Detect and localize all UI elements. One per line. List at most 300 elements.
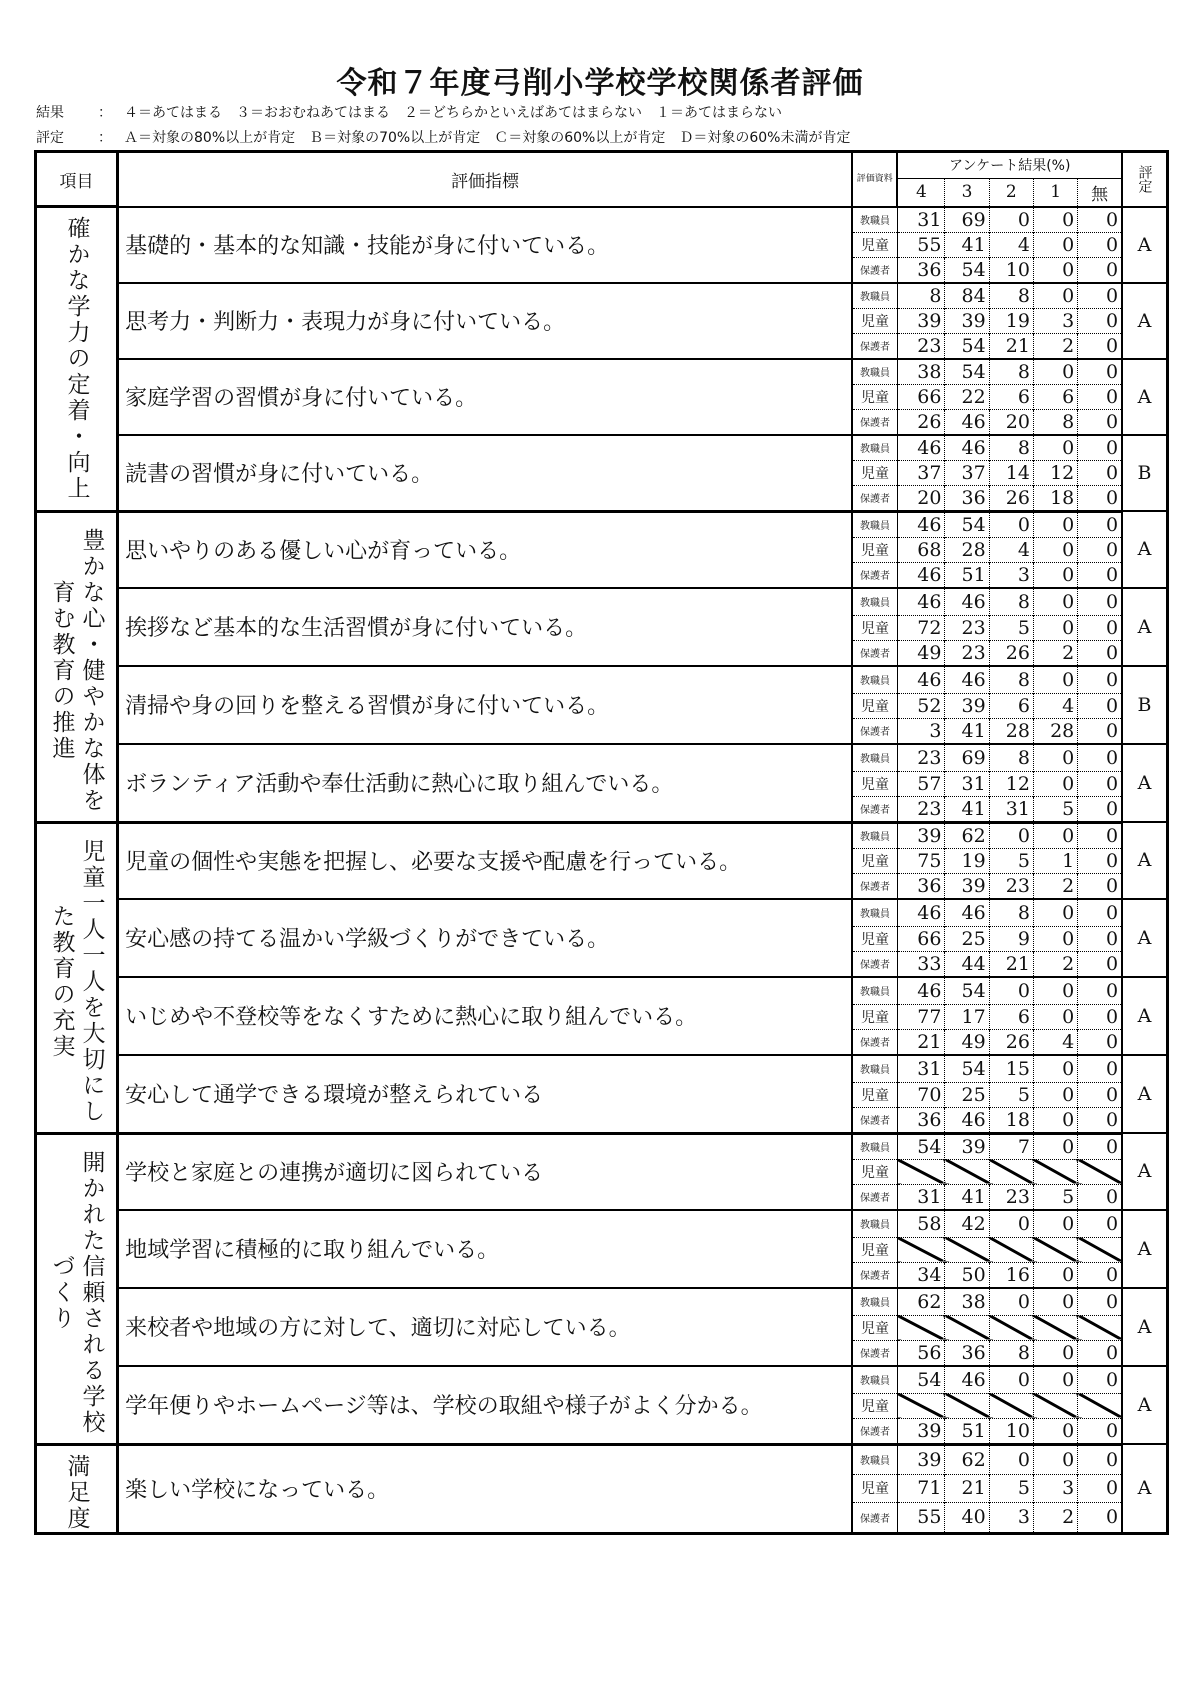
survey-value: 0 <box>1078 1004 1122 1029</box>
grade-cell: A <box>1122 1055 1167 1134</box>
survey-value: 31 <box>897 207 945 233</box>
survey-value: 0 <box>1033 1418 1077 1444</box>
survey-value: 0 <box>1078 640 1122 666</box>
survey-value: 38 <box>945 1288 989 1316</box>
grade-cell: A <box>1122 1288 1167 1366</box>
survey-value: 0 <box>1033 1004 1077 1029</box>
indicator-cell: 基礎的・基本的な知識・技能が身に付いている。 <box>118 207 852 283</box>
survey-value: 52 <box>897 693 945 718</box>
survey-value <box>989 1159 1033 1184</box>
indicator-cell: ボランティア活動や奉仕活動に熱心に取り組んでいる。 <box>118 744 852 823</box>
survey-value <box>1033 1393 1077 1418</box>
respondent-label: 児童 <box>852 1082 897 1107</box>
survey-value: 21 <box>989 333 1033 359</box>
header-grade-text: 評定 <box>1136 165 1153 194</box>
survey-value: 0 <box>1033 257 1077 283</box>
survey-value: 0 <box>1033 359 1077 385</box>
survey-value: 2 <box>1033 640 1077 666</box>
survey-value: 0 <box>1078 562 1122 588</box>
survey-value: 54 <box>945 511 989 537</box>
survey-value: 0 <box>1078 485 1122 511</box>
table-row <box>36 207 1168 233</box>
respondent-label: 保護者 <box>852 333 897 359</box>
survey-value: 21 <box>989 951 1033 977</box>
survey-value: 22 <box>945 384 989 409</box>
grade-cell: A <box>1122 744 1167 823</box>
survey-value <box>1078 1393 1122 1418</box>
survey-value: 20 <box>989 409 1033 435</box>
survey-value <box>989 1315 1033 1340</box>
survey-value: 8 <box>989 1340 1033 1366</box>
grade-cell: A <box>1122 1366 1167 1445</box>
survey-value: 5 <box>1033 796 1077 822</box>
survey-value: 51 <box>945 1418 989 1444</box>
survey-value: 72 <box>897 615 945 640</box>
survey-value <box>945 1237 989 1262</box>
survey-value: 28 <box>945 537 989 562</box>
survey-value: 0 <box>1033 771 1077 796</box>
survey-value: 41 <box>945 232 989 257</box>
survey-value: 71 <box>897 1474 945 1503</box>
header-grade <box>1122 152 1167 207</box>
survey-value: 0 <box>1078 257 1122 283</box>
respondent-label: 教職員 <box>852 1366 897 1394</box>
respondent-label: 児童 <box>852 384 897 409</box>
survey-value: 14 <box>989 460 1033 485</box>
survey-value: 0 <box>1078 435 1122 461</box>
survey-value: 31 <box>945 771 989 796</box>
survey-value <box>945 1393 989 1418</box>
survey-value <box>1033 1315 1077 1340</box>
survey-value: 23 <box>897 333 945 359</box>
respondent-label: 保護者 <box>852 409 897 435</box>
respondent-label: 児童 <box>852 1004 897 1029</box>
survey-value: 46 <box>945 409 989 435</box>
survey-value: 25 <box>945 926 989 951</box>
survey-value: 26 <box>989 485 1033 511</box>
header-col-none: 無 <box>1078 178 1122 206</box>
survey-value: 23 <box>945 615 989 640</box>
indicator-cell: 学校と家庭との連携が適切に図られている <box>118 1133 852 1210</box>
category-cell <box>36 511 118 822</box>
survey-value: 19 <box>945 848 989 873</box>
respondent-label: 児童 <box>852 308 897 333</box>
survey-value: 0 <box>1078 1029 1122 1055</box>
survey-value: 31 <box>989 796 1033 822</box>
category-name: 児童一人一人を大切にした教育の充実 <box>48 838 105 1125</box>
respondent-label: 教職員 <box>852 1444 897 1474</box>
survey-value: 0 <box>1078 666 1122 694</box>
survey-value: 0 <box>1078 615 1122 640</box>
survey-value: 23 <box>989 873 1033 899</box>
survey-value: 8 <box>1033 409 1077 435</box>
table-row <box>36 1133 1168 1159</box>
survey-value: 33 <box>897 951 945 977</box>
indicator-cell: いじめや不登校等をなくすために熱心に取り組んでいる。 <box>118 977 852 1055</box>
survey-value: 0 <box>1078 1184 1122 1210</box>
respondent-label: 教職員 <box>852 1210 897 1238</box>
survey-value <box>989 1393 1033 1418</box>
survey-value: 0 <box>1033 899 1077 927</box>
table-row <box>36 588 1168 616</box>
survey-value: 66 <box>897 384 945 409</box>
respondent-label: 保護者 <box>852 873 897 899</box>
table-row <box>36 1444 1168 1474</box>
survey-value: 4 <box>989 232 1033 257</box>
survey-value: 3 <box>1033 308 1077 333</box>
survey-value: 0 <box>1078 1210 1122 1238</box>
survey-value: 10 <box>989 1418 1033 1444</box>
respondent-label: 保護者 <box>852 1262 897 1288</box>
indicator-cell: 思考力・判断力・表現力が身に付いている。 <box>118 283 852 359</box>
survey-value: 0 <box>1078 1082 1122 1107</box>
survey-value: 0 <box>1078 926 1122 951</box>
category-cell <box>36 1444 118 1533</box>
survey-value: 41 <box>945 1184 989 1210</box>
indicator-cell: 児童の個性や実態を把握し、必要な支援や配慮を行っている。 <box>118 822 852 899</box>
survey-value: 55 <box>897 232 945 257</box>
result-legend <box>36 102 782 122</box>
survey-value: 0 <box>1078 1366 1122 1394</box>
grade-cell: B <box>1122 435 1167 512</box>
survey-value: 0 <box>1033 1444 1077 1474</box>
survey-value: 8 <box>989 283 1033 309</box>
survey-value: 0 <box>1033 207 1077 233</box>
survey-value: 0 <box>1033 1210 1077 1238</box>
respondent-label: 児童 <box>852 232 897 257</box>
table-row <box>36 283 1168 309</box>
survey-value: 39 <box>897 308 945 333</box>
survey-value: 0 <box>1033 926 1077 951</box>
survey-value: 2 <box>1033 951 1077 977</box>
respondent-label: 教職員 <box>852 588 897 616</box>
survey-value: 3 <box>989 562 1033 588</box>
table-row <box>36 435 1168 461</box>
respondent-label: 教職員 <box>852 435 897 461</box>
survey-value: 58 <box>897 1210 945 1238</box>
survey-value: 0 <box>1078 359 1122 385</box>
survey-value: 12 <box>989 771 1033 796</box>
survey-value: 0 <box>989 1366 1033 1394</box>
survey-value: 0 <box>1033 822 1077 848</box>
survey-value: 0 <box>1078 718 1122 744</box>
survey-value: 0 <box>989 207 1033 233</box>
survey-value: 34 <box>897 1262 945 1288</box>
header-col-2: 2 <box>989 178 1033 206</box>
grade-cell: A <box>1122 1210 1167 1288</box>
survey-value: 54 <box>897 1366 945 1394</box>
survey-value <box>945 1315 989 1340</box>
survey-value: 8 <box>989 435 1033 461</box>
survey-value: 8 <box>989 588 1033 616</box>
survey-value: 0 <box>1033 588 1077 616</box>
survey-value: 0 <box>1078 511 1122 537</box>
survey-value: 10 <box>989 257 1033 283</box>
survey-value: 3 <box>897 718 945 744</box>
survey-value: 0 <box>1078 1133 1122 1159</box>
respondent-label: 教職員 <box>852 1133 897 1159</box>
survey-value: 0 <box>1078 693 1122 718</box>
table-body <box>36 207 1168 1534</box>
survey-value: 0 <box>989 1210 1033 1238</box>
grade-cell: A <box>1122 283 1167 359</box>
respondent-label: 児童 <box>852 848 897 873</box>
survey-value: 84 <box>945 283 989 309</box>
grade-legend-label: 評定 <box>36 130 64 146</box>
result-legend-text: ４＝あてはまる ３＝おおむねあてはまる ２＝どちらかといえばあてはまらない １＝あてはまらない <box>124 105 782 121</box>
survey-value: 23 <box>989 1184 1033 1210</box>
survey-value: 0 <box>1078 1418 1122 1444</box>
grade-cell: A <box>1122 899 1167 977</box>
respondent-label: 保護者 <box>852 1184 897 1210</box>
survey-value: 9 <box>989 926 1033 951</box>
survey-value: 0 <box>1078 409 1122 435</box>
survey-value <box>1078 1159 1122 1184</box>
survey-value: 23 <box>945 640 989 666</box>
survey-value: 0 <box>1078 333 1122 359</box>
header-col-1: 1 <box>1033 178 1077 206</box>
category-cell <box>36 822 118 1133</box>
indicator-cell: 読書の習慣が身に付いている。 <box>118 435 852 512</box>
respondent-label: 保護者 <box>852 640 897 666</box>
survey-value: 0 <box>989 511 1033 537</box>
survey-value: 20 <box>897 485 945 511</box>
survey-value: 49 <box>945 1029 989 1055</box>
table-header <box>36 152 1168 207</box>
survey-value: 28 <box>989 718 1033 744</box>
respondent-label: 児童 <box>852 615 897 640</box>
survey-value: 0 <box>1033 1288 1077 1316</box>
survey-value: 6 <box>989 1004 1033 1029</box>
survey-value <box>945 1159 989 1184</box>
table-row <box>36 359 1168 385</box>
category-cell <box>36 207 118 512</box>
survey-value: 39 <box>945 693 989 718</box>
survey-value: 8 <box>989 666 1033 694</box>
survey-value: 36 <box>945 1340 989 1366</box>
result-legend-colon: ： <box>98 105 112 121</box>
survey-value: 0 <box>1078 1107 1122 1133</box>
survey-value: 31 <box>897 1184 945 1210</box>
survey-value: 56 <box>897 1340 945 1366</box>
indicator-cell: 楽しい学校になっている。 <box>118 1444 852 1533</box>
survey-value: 0 <box>989 822 1033 848</box>
survey-value: 44 <box>945 951 989 977</box>
survey-value: 21 <box>897 1029 945 1055</box>
respondent-label: 保護者 <box>852 1503 897 1533</box>
survey-value: 0 <box>1078 848 1122 873</box>
survey-value: 57 <box>897 771 945 796</box>
result-legend-label: 結果 <box>36 105 64 121</box>
grade-legend-text: Ａ＝対象の80%以上が肯定 Ｂ＝対象の70%以上が肯定 Ｃ＝対象の60%以上が肯定 Ｄ＝対象の60%未満が肯定 <box>124 130 851 146</box>
grade-legend-colon: ： <box>98 130 112 146</box>
survey-value: 54 <box>945 333 989 359</box>
survey-value: 0 <box>1033 666 1077 694</box>
respondent-label: 保護者 <box>852 485 897 511</box>
survey-value: 3 <box>989 1503 1033 1533</box>
survey-value <box>1078 1237 1122 1262</box>
grade-cell: A <box>1122 588 1167 666</box>
grade-cell: A <box>1122 359 1167 435</box>
survey-value: 0 <box>1078 899 1122 927</box>
survey-value: 77 <box>897 1004 945 1029</box>
survey-value: 18 <box>989 1107 1033 1133</box>
respondent-label: 教職員 <box>852 1055 897 1083</box>
survey-value: 69 <box>945 744 989 772</box>
respondent-label: 児童 <box>852 1474 897 1503</box>
survey-value: 0 <box>1033 1133 1077 1159</box>
survey-value <box>897 1159 945 1184</box>
respondent-label: 教職員 <box>852 1288 897 1316</box>
header-respondent: 評価資料 <box>852 152 897 207</box>
survey-value: 38 <box>897 359 945 385</box>
survey-value: 7 <box>989 1133 1033 1159</box>
survey-value: 2 <box>1033 333 1077 359</box>
grade-cell: A <box>1122 977 1167 1055</box>
indicator-cell: 思いやりのある優しい心が育っている。 <box>118 511 852 588</box>
survey-value: 0 <box>989 1288 1033 1316</box>
survey-value: 36 <box>945 485 989 511</box>
survey-value: 36 <box>897 873 945 899</box>
survey-value: 19 <box>989 308 1033 333</box>
survey-value: 5 <box>989 848 1033 873</box>
respondent-label: 教職員 <box>852 822 897 848</box>
survey-value: 42 <box>945 1210 989 1238</box>
table-row <box>36 1288 1168 1316</box>
survey-value: 4 <box>1033 693 1077 718</box>
survey-value: 46 <box>897 977 945 1005</box>
survey-value: 4 <box>1033 1029 1077 1055</box>
survey-value: 54 <box>945 977 989 1005</box>
header-col-3: 3 <box>945 178 989 206</box>
survey-value: 69 <box>945 207 989 233</box>
survey-value: 8 <box>897 283 945 309</box>
survey-value: 26 <box>989 640 1033 666</box>
table-row <box>36 1366 1168 1394</box>
survey-value: 0 <box>1033 232 1077 257</box>
respondent-label: 教職員 <box>852 511 897 537</box>
indicator-cell: 清掃や身の回りを整える習慣が身に付いている。 <box>118 666 852 744</box>
category-name: 確かな学力の定着・向上 <box>63 216 90 502</box>
respondent-label: 児童 <box>852 771 897 796</box>
survey-value: 0 <box>1078 951 1122 977</box>
grade-cell: B <box>1122 666 1167 744</box>
survey-value: 46 <box>897 511 945 537</box>
survey-value: 51 <box>945 562 989 588</box>
survey-value: 54 <box>945 359 989 385</box>
header-item: 項目 <box>36 152 118 207</box>
category-cell <box>36 1133 118 1444</box>
survey-value: 0 <box>1033 511 1077 537</box>
survey-value: 15 <box>989 1055 1033 1083</box>
respondent-label: 保護者 <box>852 718 897 744</box>
survey-value <box>1033 1237 1077 1262</box>
respondent-label: 児童 <box>852 926 897 951</box>
category-name: 満足度 <box>63 1453 90 1532</box>
survey-value: 0 <box>1078 460 1122 485</box>
indicator-cell: 安心感の持てる温かい学級づくりができている。 <box>118 899 852 977</box>
indicator-cell: 家庭学習の習慣が身に付いている。 <box>118 359 852 435</box>
survey-value: 2 <box>1033 873 1077 899</box>
survey-value: 25 <box>945 1082 989 1107</box>
survey-value: 0 <box>1078 977 1122 1005</box>
survey-value: 41 <box>945 796 989 822</box>
survey-value: 0 <box>989 1444 1033 1474</box>
survey-value <box>1078 1315 1122 1340</box>
indicator-cell: 来校者や地域の方に対して、適切に対応している。 <box>118 1288 852 1366</box>
indicator-cell: 安心して通学できる環境が整えられている <box>118 1055 852 1134</box>
table-row <box>36 1210 1168 1238</box>
survey-value: 23 <box>897 796 945 822</box>
table-row <box>36 899 1168 927</box>
respondent-label: 教職員 <box>852 744 897 772</box>
survey-value: 46 <box>897 666 945 694</box>
survey-value: 0 <box>1033 1082 1077 1107</box>
survey-value: 46 <box>897 588 945 616</box>
survey-value: 5 <box>989 615 1033 640</box>
table-row <box>36 666 1168 694</box>
respondent-label: 児童 <box>852 1393 897 1418</box>
survey-value: 0 <box>1078 207 1122 233</box>
survey-value: 39 <box>897 1418 945 1444</box>
survey-value: 54 <box>897 1133 945 1159</box>
survey-value: 4 <box>989 537 1033 562</box>
survey-value: 0 <box>1078 822 1122 848</box>
survey-value: 0 <box>1078 384 1122 409</box>
survey-value: 2 <box>1033 1503 1077 1533</box>
survey-value: 0 <box>1078 232 1122 257</box>
survey-value: 18 <box>1033 485 1077 511</box>
survey-value: 0 <box>1078 283 1122 309</box>
survey-value: 70 <box>897 1082 945 1107</box>
survey-value: 8 <box>989 899 1033 927</box>
respondent-label: 児童 <box>852 537 897 562</box>
survey-value: 0 <box>1078 1288 1122 1316</box>
table-row <box>36 744 1168 772</box>
survey-value: 0 <box>1033 537 1077 562</box>
survey-value: 0 <box>1078 588 1122 616</box>
survey-value: 46 <box>945 1107 989 1133</box>
survey-value: 0 <box>1078 308 1122 333</box>
page-title: 令和７年度弓削小学校学校関係者評価 <box>336 66 864 101</box>
evaluation-table <box>34 150 1169 1535</box>
category-name: 開かれた信頼される学校づくり <box>48 1149 105 1436</box>
survey-value: 8 <box>989 359 1033 385</box>
survey-value: 17 <box>945 1004 989 1029</box>
survey-value <box>897 1315 945 1340</box>
survey-value: 8 <box>989 744 1033 772</box>
respondent-label: 児童 <box>852 1159 897 1184</box>
survey-value: 39 <box>945 1133 989 1159</box>
survey-value: 5 <box>989 1082 1033 1107</box>
respondent-label: 児童 <box>852 1315 897 1340</box>
survey-value: 6 <box>1033 384 1077 409</box>
respondent-label: 保護者 <box>852 257 897 283</box>
survey-value: 28 <box>1033 718 1077 744</box>
survey-value: 37 <box>945 460 989 485</box>
respondent-label: 保護者 <box>852 796 897 822</box>
survey-value <box>989 1237 1033 1262</box>
table-row <box>36 1055 1168 1083</box>
respondent-label: 教職員 <box>852 283 897 309</box>
survey-value: 39 <box>897 822 945 848</box>
grade-legend <box>36 127 850 147</box>
survey-value: 62 <box>897 1288 945 1316</box>
header-indicator: 評価指標 <box>118 152 852 207</box>
survey-value: 46 <box>945 666 989 694</box>
survey-value: 0 <box>1033 1055 1077 1083</box>
survey-value: 0 <box>1033 1340 1077 1366</box>
